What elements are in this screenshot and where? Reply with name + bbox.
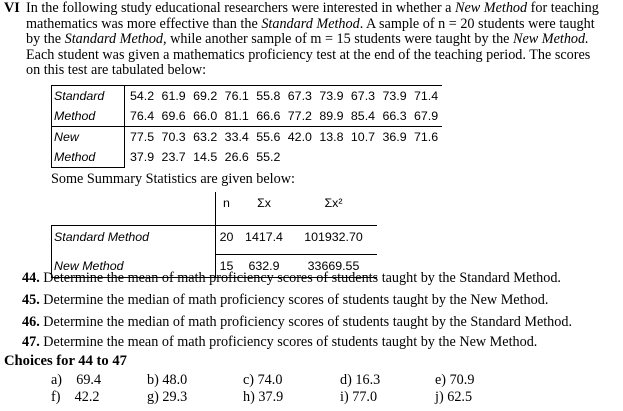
choice-a: a) 69.4 xyxy=(51,372,102,388)
new-n: 15 xyxy=(215,255,238,278)
new-method-label: New Method xyxy=(52,255,216,278)
question-text: Determine the mean of math proficiency scores of students taught by the New Method. xyxy=(43,334,538,350)
question-number: 47. xyxy=(22,334,40,350)
question-number: 45. xyxy=(22,292,40,308)
standard-sumsq: 101932.70 xyxy=(291,226,377,249)
new-sum: 632.9 xyxy=(238,255,291,278)
standard-scores-row-2: 76.4 69.6 66.0 81.1 66.6 77.2 89.9 85.4 66.3 67.9 xyxy=(125,106,443,127)
question-45 xyxy=(22,292,548,309)
choice-g: g) 29.3 xyxy=(147,389,188,405)
stats-spacer xyxy=(52,214,216,226)
question-text: Determine the median of math proficiency scores of students taught by the New Method. xyxy=(43,292,549,308)
standard-scores-row-1: 54.2 61.9 69.2 76.1 55.8 67.3 73.9 67.3 73.9 71.4 xyxy=(125,86,443,107)
question-46 xyxy=(22,314,572,331)
standard-label: Standard xyxy=(52,86,125,107)
summary-stats-table xyxy=(51,192,377,278)
col-sum-header: Σx xyxy=(257,196,271,210)
intro-line: on this test are tabulated below: xyxy=(26,62,207,79)
question-number: 44. xyxy=(22,270,40,286)
standard-n: 20 xyxy=(215,226,238,249)
standard-method-label: Standard Method xyxy=(52,226,216,249)
intro-line: mathematics was more effective than the Standard Method. A sample of n = 20 students were taught xyxy=(26,15,595,32)
standard-sum: 1417.4 xyxy=(238,226,291,249)
method-label: Method xyxy=(52,106,125,127)
intro-text xyxy=(26,1,599,79)
choice-b: b) 48.0 xyxy=(147,372,188,388)
question-text: Determine the mean of math proficiency scores of students taught by the Standard Method. xyxy=(43,270,561,286)
intro-line: Each student was given a mathematics proficiency test at the end of the teaching period. The scores xyxy=(26,46,591,63)
choice-f: f) 42.2 xyxy=(51,389,100,405)
choice-e: e) 70.9 xyxy=(435,372,475,388)
new-sumsq: 33669.55 xyxy=(291,255,377,278)
new-label: New xyxy=(52,127,125,148)
section-number: VI xyxy=(4,0,20,16)
choice-j: j) 62.5 xyxy=(435,389,473,405)
question-47 xyxy=(22,334,537,351)
summary-caption: Some Summary Statistics are given below: xyxy=(51,171,295,187)
intro-line: by the Standard Method, while another sample of m = 15 students were taught by the New Method. xyxy=(26,31,589,48)
col-n-header: n xyxy=(223,196,230,210)
scores-table xyxy=(51,85,442,168)
intro-line: In the following study educational researchers were interested in whether a New Method for teaching xyxy=(26,0,599,16)
stats-header-blank xyxy=(52,192,216,214)
choice-h: h) 37.9 xyxy=(243,389,284,405)
problem-intro xyxy=(4,0,621,79)
method-label: Method xyxy=(52,147,125,168)
new-scores-row-2: 37.9 23.7 14.5 26.6 55.2 xyxy=(130,150,281,165)
choice-i: i) 77.0 xyxy=(340,389,378,405)
question-number: 46. xyxy=(22,314,40,330)
choice-d: d) 16.3 xyxy=(340,372,381,388)
question-44 xyxy=(22,270,561,287)
choices-title: Choices for 44 to 47 xyxy=(4,353,127,369)
new-scores-row-1: 77.5 70.3 63.2 33.4 55.6 42.0 13.8 10.7 36.9 71.6 xyxy=(130,130,439,144)
question-text: Determine the median of math proficiency scores of students taught by the Standard Method. xyxy=(43,314,573,330)
choice-c: c) 74.0 xyxy=(243,372,283,388)
col-sumsq-header: Σx² xyxy=(324,196,343,210)
